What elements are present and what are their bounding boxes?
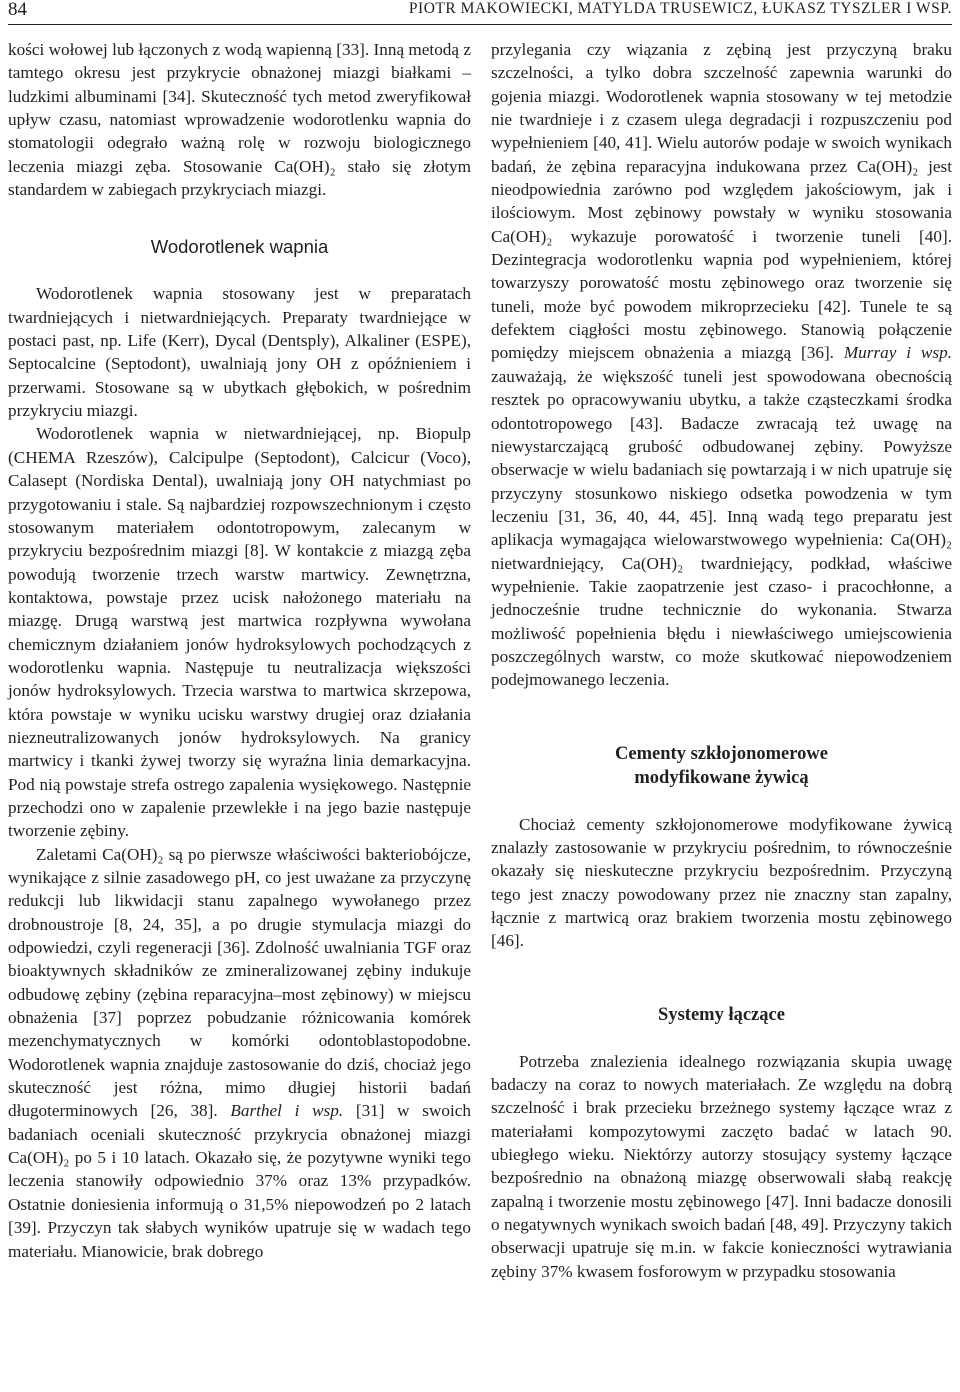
page-number: 84	[8, 0, 27, 20]
paragraph-continued-text-b: zauważają, że większość tuneli jest spowodowana obecnością resztek po opracowywaniu ubytku, a także cząsteczkami środka odontotropowego [43]. Badacze zwracają też uwagę na niewystarczającą grubość odbudowanej zębiny. Powyższe obserwacje w wielu badaniach się powtarzają i w nich upatruje się przyczyny stosunkowo niskiego odsetka powodzenia w tym leczeniu [31, 36, 40, 44, 45]. Inną wadą tego preparatu jest aplikacja wymagająca wielowarstwowego wypełnienia: Ca(OH)₂ nietwardniejący, Ca(OH)₂ twardniejący, podkład, właściwe wypełnienie. Takie zaopatrzenie jest czaso- i pracochłonne, a jednocześnie trudne technicznie do wykonania. Stwarza możliwość popełnienia błędu i niewłaściwego umiejscowienia poszczególnych warstw, co może skutkować niepowodzeniem podejmowanego leczenia.	[491, 366, 952, 690]
right-column	[491, 38, 952, 1283]
left-column	[8, 38, 471, 1263]
paragraph-glass-ionomer: Chociaż cementy szkłojonomerowe modyfikowane żywicą znalazły zastosowanie w przykryciu pośrednim, to równocześnie okazały się nieskuteczne przykryciu bezpośrednim. Przyczyną tego jest znaczy powodowany przez nie znaczny stan zapalny, łącznie z martwicą oraz brakiem tworzenia mostu zębinowego [46].	[491, 814, 952, 951]
paragraph-advantages-text-b: [31] w swoich badaniach oceniali skuteczność przykrycia obnażonej miazgi Ca(OH)₂ po 5 i 10 latach. Okazało się, że pozytywne wyniki tego leczenia stanowiły odpowiednio 37% oraz 13% przypadków. Ostatnie doniesienia informują o 31,5% niepowodzeń po 2 latach [39]. Przyczyn tak słabych wyników upatruje się w wadach tego materiału. Mianowicie, brak dobrego	[8, 1101, 471, 1261]
running-head-authors: PIOTR MAKOWIECKI, MATYLDA TRUSEWICZ, ŁUKASZ TYSZLER I WSP.	[408, 0, 952, 17]
paragraph-setting-preparations: Wodorotlenek wapnia stosowany jest w preparatach twardniejących i nietwardniejących. Preparaty twardniejące w postaci past, np. Life (Kerr), Dycal (Dentsply), Alkaliner (ESPE), Septocalcine (Septodont), uwalniają jony OH z opóźnieniem i przerwami. Stosowane są w ubytkach głębokich, w pośrednim przykryciu miazgi.	[8, 284, 471, 421]
citation-author-murray: Murray i wsp.	[843, 343, 952, 363]
paragraph-advantages-text-a: Zaletami Ca(OH)₂ są po pierwsze właściwości bakteriobójcze, wynikające z silnie zasadowego pH, co jest uważane za przyczynę redukcji lub likwidacji stanu zapalnego wywołanego przez drobnoustroje [8, 24, 35], a po drugie stymulacja miazgi do odpowiedzi, czyli regeneracji [36]. Zdolność uwalniania TGF oraz bioaktywnych składników ze zmineralizowanej zębiny indukuje odbudowę zębiny (zębina reparacyjna–most zębinowy) w miejscu obnażenia [37] poprzez pobudzanie różnicowania komórek mezenchymatycznych w komórki odontoblastopodobne. Wodorotlenek wapnia znajduje zastosowanie do dziś, chociaż jego skuteczność jest różna, mimo długiej historii badań długoterminowych [26, 38].	[8, 844, 471, 1121]
paragraph-continued	[491, 38, 952, 692]
paragraph-bonding-systems: Potrzeba znalezienia idealnego rozwiązania skupia uwagę badaczy na coraz to nowych materiałach. Ze względu na dobrą szczelność i brak przecieku brzeżnego systemy łączące wraz z materiałami kompozytowymi zaczęto badać w latach 90. ubiegłego wieku. Niektórzy autorzy stosujący systemy łączące bezpośrednio na obnażoną miazgę obserwowali słabą reakcję zapalną i tworzenie mostu zębinowego [47]. Inni badacze donosili o negatywnych wynikach swoich badań [48, 49]. Przyczyny takich obserwacji upatruje się m.in. w fakcie konieczności wytrawiania zębiny 37% kwasem fosforowym w przypadku stosowania	[491, 1051, 952, 1281]
section-heading-glass-ionomer	[491, 742, 952, 790]
section-heading-glass-ionomer-line1: Cementy szkłojonomerowe	[615, 743, 828, 764]
section-heading-glass-ionomer-line2: modyfikowane żywicą	[634, 767, 809, 788]
citation-author-barthel: Barthel i wsp.	[230, 1101, 344, 1121]
paragraph-advantages	[8, 843, 471, 1263]
paragraph-continued-text-a: przylegania czy wiązania z zębiną jest przyczyną braku szczelności, a tylko dobra szczelność zapewnia warunki do gojenia miazgi. Wodorotlenek wapnia stosowany w tej metodzie nie twardnieje i z czasem ulega degradacji i rozpuszczeniu pod wypełnieniem [40, 41]. Wielu autorów podaje w swoich wynikach badań, że zębina reparacyjna indukowana przez Ca(OH)₂ jest nieodpowiednia zarówno pod względem jakościowym, jak i ilościowym. Most zębinowy powstały w wyniku stosowania Ca(OH)₂ wykazuje porowatość i tworzenie tuneli [40]. Dezintegracja wodorotlenku wapnia pod wypełnieniem, której towarzyszy porowatość mostu zębinowego oraz tworzenie się tuneli, może być powodem mikroprzecieku [42]. Tunele te są defektem ciągłości mostu zębinowego. Stanowią połączenie pomiędzy miejscem obnażenia a miazgą [36].	[491, 40, 952, 363]
page-header	[8, 0, 952, 25]
paragraph-intro: kości wołowej lub łączonych z wodą wapienną [33]. Inną metodą z tamtego okresu jest przykrycie obnażonej miazgi białkami – ludzkimi albuminami [34]. Skuteczność tych metod zweryfikował upływ czasu, natomiast wprowadzenie wodorotlenku wapnia do stomatologii odegrało ważną rolę w rozwoju biologicznego leczenia miazgi zęba. Stosowanie Ca(OH)₂ stało się złotym standardem w zabiegach przykryciach miazgi.	[8, 40, 471, 200]
section-heading-bonding-systems: Systemy łączące	[658, 1004, 785, 1025]
section-heading-calcium-hydroxide: Wodorotlenek wapnia	[150, 236, 329, 258]
paragraph-nonsetting-preparations: Wodorotlenek wapnia w nietwardniejącej, np. Biopulp (CHEMA Rzeszów), Calcipulpe (Septodont), Calcicur (Voco), Calasept (Nordiska Dental), uwalniają jony OH natychmiast po przygotowaniu i stale. Są najbardziej rozpowszechnionym i często stosowanym materiałem odontotropowym, zalecanym w przykryciu bezpośrednim miazgi [8]. W kontakcie z miazgą zęba powodują tworzenie trzech warstw martwicy. Zewnętrzna, kontaktowa, powstaje przez ucisk nałożonego materiału na miazgę. Drugą warstwą jest martwica rozpływna wywołana chemicznym działaniem jonów hydroksylowych pochodzących z wodorotlenku wapnia. Następuje tu neutralizacja większości jonów hydroksylowych. Trzecia warstwa to martwica skrzepowa, która powstaje w wyniku ucisku warstwy drugiej oraz działania niezneutralizowanych jonów hydroksylowych. Na granicy martwicy i tkanki żywej tworzy się wyraźna linia demarkacyjna. Pod nią powstaje strefa ostrego zapalenia wysiękowego. Następnie przechodzi ono w zapalenie przewlekłe i na jego bazie następuje tworzenie zębiny.	[8, 424, 471, 841]
